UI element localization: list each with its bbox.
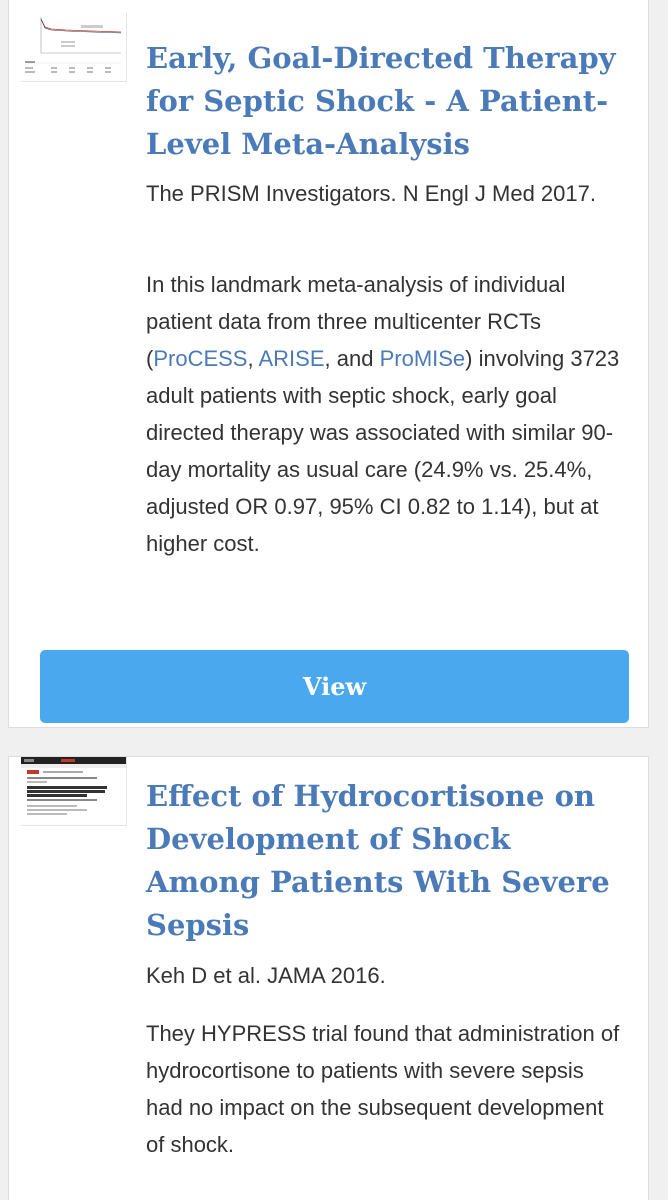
promise-link[interactable]: ProMISe (379, 346, 466, 371)
article-title[interactable]: Effect of Hydrocortisone on Development of Shock Among Patients With Severe Sepsis (146, 779, 610, 942)
summary-text: ) involving 3723 adult patients with septic shock, early goal directed therapy was associated with similar 90-day mortality as usual care (24.9% vs. 25.4%, adjusted OR 0.97, 95% CI 0.82 to 1.14), but at higher cost. (146, 346, 620, 556)
article-summary (146, 1015, 621, 1163)
summary-text: They HYPRESS trial found that administration of hydrocortisone to patients with severe sepsis had no impact on the subsequent development of shock. (146, 1021, 620, 1157)
survival-chart-thumbnail-icon (21, 13, 126, 81)
article-citation: Keh D et al. JAMA 2016. (146, 963, 386, 988)
journal-page-thumbnail-icon (21, 757, 126, 825)
article-thumbnail[interactable] (21, 757, 127, 826)
summary-text: , and (324, 346, 380, 371)
article-thumbnail[interactable] (21, 13, 127, 82)
process-link[interactable]: ProCESS (153, 346, 248, 371)
summary-text: In this landmark meta-analysis of individual patient data from three multicenter RCTs ( (146, 272, 566, 371)
article-summary (146, 266, 621, 562)
view-button[interactable]: View (40, 650, 629, 723)
article-card (8, 0, 649, 728)
article-citation: The PRISM Investigators. N Engl J Med 2017. (146, 181, 596, 206)
article-title[interactable]: Early, Goal-Directed Therapy for Septic Shock - A Patient-Level Meta-Analysis (146, 41, 616, 161)
arise-link[interactable]: ARISE (258, 346, 325, 371)
summary-text: , (247, 346, 259, 371)
article-card (8, 756, 649, 1200)
